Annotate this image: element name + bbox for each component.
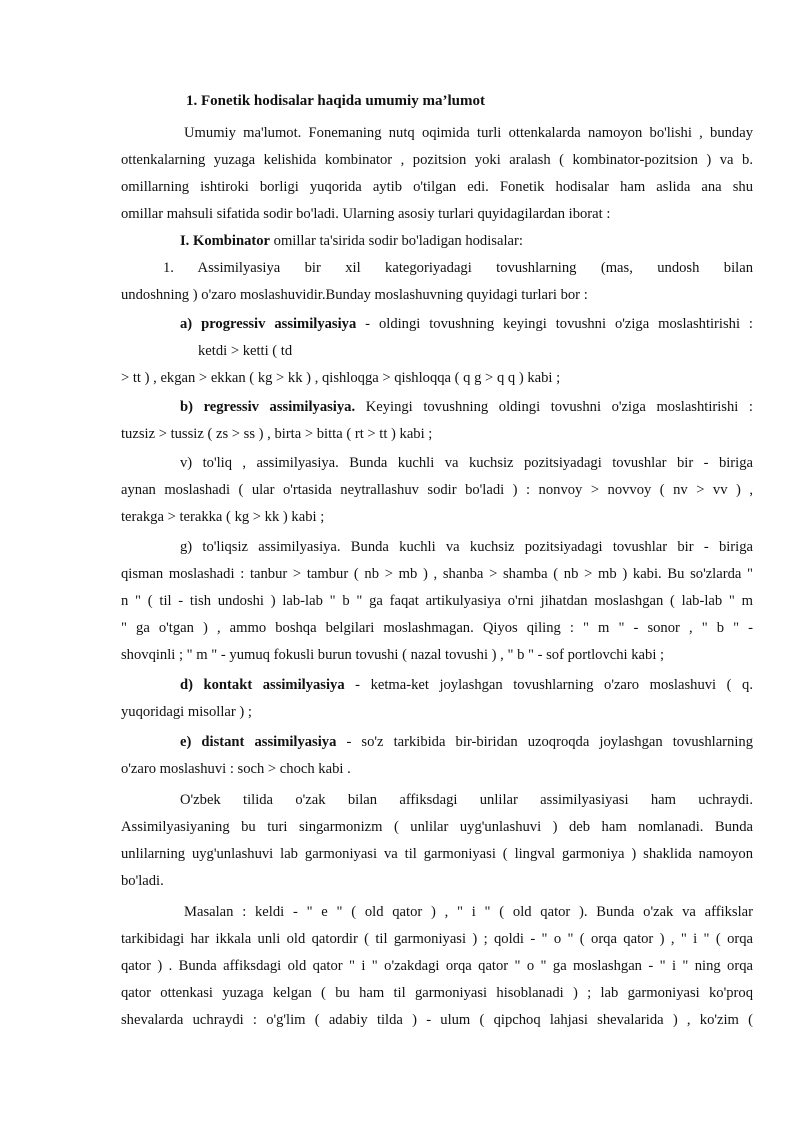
- paragraph-line: a) progressiv assimilyasiya - oldingi tovushning keyingi tovushni o'ziga moslashtirishi :: [180, 316, 753, 332]
- paragraph-line: qisman moslashadi : tanbur > tambur ( nb > mb ) , shanba > shamba ( nb > mb ) kabi. Bu so'zlarda ": [121, 566, 753, 582]
- paragraph-line: n " ( til - tish undoshi ) lab-lab " b " ga faqat artikulyasiya o'rni jihatdan moslashgan ( lab-lab " m: [121, 593, 753, 609]
- term-bold: d) kontakt assimilyasiya: [180, 677, 345, 693]
- paragraph-line: d) kontakt assimilyasiya - ketma-ket joylashgan tovushlarning o'zaro moslashuvi ( q.: [180, 677, 753, 693]
- paragraph-line: yuqoridagi misollar ) ;: [121, 704, 252, 720]
- paragraph-line: aynan moslashadi ( ular o'rtasida neytrallashuv sodir bo'ladi ) : nonvoy > novvoy ( nv > vv ) ,: [121, 482, 753, 498]
- subheading-bold: I. Kombinator: [180, 233, 270, 249]
- paragraph-line: tuzsiz > tussiz ( zs > ss ) , birta > bitta ( rt > tt ) kabi ;: [121, 426, 433, 442]
- paragraph-line: v) to'liq , assimilyasiya. Bunda kuchli va kuchsiz pozitsiyadagi tovushlar bir - biriga: [180, 455, 753, 471]
- section-title: 1. Fonetik hodisalar haqida umumiy ma’lumot: [186, 93, 485, 109]
- paragraph-line: unlilarning uyg'unlashuvi lab garmoniyasi va til garmoniyasi ( lingval garmoniya ) shaklida namoyon: [121, 846, 753, 862]
- paragraph-line: undoshning ) o'zaro moslashuvidir.Bunday moslashuvning quyidagi turlari bor :: [121, 287, 588, 303]
- paragraph-line: O'zbek tilida o'zak bilan affiksdagi unlilar assimilyasiyasi ham uchraydi.: [180, 792, 753, 808]
- paragraph-line: Umumiy ma'lumot. Fonemaning nutq oqimida turli ottenkalarda namoyon bo'lishi , bunday: [184, 125, 753, 141]
- paragraph-line: qator ) . Bunda affiksdagi old qator " i " o'zakdagi orqa qator " o " ga moslashgan - " i " ning orqa: [121, 958, 753, 974]
- paragraph-line: shevalarda uchraydi : o'g'lim ( adabiy tilda ) - ulum ( qipchoq lahjasi shevalarida ) , ko'zim (: [121, 1012, 753, 1028]
- paragraph-line: b) regressiv assimilyasiya. Keyingi tovushning oldingi tovushni o'ziga moslashtirishi :: [180, 399, 753, 415]
- paragraph-line: omillarning ishtiroki borligi yuqorida aytib o'tilgan edi. Fonetik hodisalar ham aslida ana shu: [121, 179, 753, 195]
- paragraph-line: 1. Assimilyasiya bir xil kategoriyadagi tovushlarning (mas, undosh bilan: [163, 260, 753, 276]
- paragraph-line: Masalan : keldi - " e " ( old qator ) , " i " ( old qator ). Bunda o'zak va affikslar: [184, 904, 753, 920]
- paragraph-line: bo'ladi.: [121, 873, 164, 889]
- paragraph-line: " ga o'tgan ) , ammo boshqa belgilari moslashmagan. Qiyos qiling : " m " - sonor , " b " -: [121, 620, 753, 636]
- paragraph-line: > tt ) , ekgan > ekkan ( kg > kk ) , qishloqga > qishloqqa ( q g > q q ) kabi ;: [121, 370, 561, 386]
- paragraph-line: tarkibidagi har ikkala unli old qatordir ( til garmoniyasi ) ; qoldi - " o " ( orqa qator ) , " i " ( orqa: [121, 931, 753, 947]
- paragraph-line: qator ottenkasi yuzaga kelgan ( bu ham til garmoniyasi hisoblanadi ) ; lab garmoniyasi ko'proq: [121, 985, 753, 1001]
- paragraph-line: g) to'liqsiz assimilyasiya. Bunda kuchli va kuchsiz pozitsiyadagi tovushlar bir - biriga: [180, 539, 753, 555]
- term-bold: b) regressiv assimilyasiya.: [180, 399, 356, 415]
- paragraph-line: omillar mahsuli sifatida sodir bo'ladi. Ularning asosiy turlari quyidagilardan iborat :: [121, 206, 611, 222]
- term-bold: a) progressiv assimilyasiya: [180, 316, 357, 332]
- paragraph-line: terakga > terakka ( kg > kk ) kabi ;: [121, 509, 325, 525]
- subheading-line: I. Kombinator omillar ta'sirida sodir bo'ladigan hodisalar:: [180, 233, 523, 249]
- paragraph-line: o'zaro moslashuvi : soch > choch kabi .: [121, 761, 351, 777]
- paragraph-line: Assimilyasiyaning bu turi singarmonizm ( unlilar uyg'unlashuvi ) deb ham nomlanadi. Bunda: [121, 819, 753, 835]
- paragraph-line: shovqinli ; " m " - yumuq fokusli burun tovushi ( nazal tovushi ) , " b " - sof portlovchi kabi ;: [121, 647, 665, 663]
- paragraph-line: ottenkalarning yuzaga kelishida kombinator , pozitsion yoki aralash ( kombinator-pozitsion ) va b.: [121, 152, 753, 168]
- paragraph-line: e) distant assimilyasiya - so'z tarkibida bir-biridan uzoqroqda joylashgan tovushlarning: [180, 734, 753, 750]
- paragraph-line: ketdi > ketti ( td: [198, 343, 293, 359]
- term-bold: e) distant assimilyasiya: [180, 734, 337, 750]
